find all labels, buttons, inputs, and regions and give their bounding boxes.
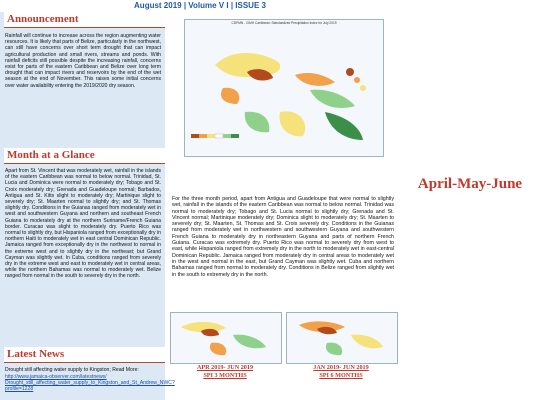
spi-6-month-map (286, 312, 398, 364)
caption-spi-3-line2: SPI 3 MONTHS (203, 372, 247, 379)
left-sidebar (0, 12, 175, 400)
map-top-title: CDPMN - CIMH Caribbean: Standardized Precipitation Index for July 2019 (231, 21, 337, 25)
month-at-a-glance-text: Apart from St. Vincent that was moderately wet, rainfall in the islands of the eastern Caribbean was normal to below normal. Trinidad, St. Lucia and Dominica were normal to moderately dry; Tobago and St. Croix moderately dry; Grenada and Guadeloupe normal; Barbados, Antigua and St. Kitts slight to moderately dry; Martinique slight to severely dry; St. Maarten normal to slightly dry; and St. Thomas slightly dry. Conditions in the Guianas ranged from moderately wet in west and southwestern Guyana and northern and southeast French Guiana to moderately dry at the northern Suriname/French Guiana border. Curacao was slight to moderately dry. Puerto Rico was normal to slightly dry, but Hispaniola ranged from exceptionally dry in northern Haiti to moderately wet in east central Dominican Republic. Jamaica ranged from exceptionally dry in the northwest to normal in the extreme west and to slightly dry in the northeast; but Grand Cayman was slightly wet. In Cuba, conditions ranged from severely dry in the extreme west and east to moderately wet in central areas, while the northern Bahamas was normal to moderately wet. Belize ranged from normal in the south to severely dry in the north. (5, 168, 161, 280)
spi-3-month-map (170, 312, 282, 364)
precipitation-map-top (184, 19, 384, 157)
caption-spi-6-line2: SPI 6 MONTHS (319, 372, 363, 379)
map-top-graphic (185, 20, 383, 156)
april-may-june-text: For the three month period, apart from Antigua and Guadeloupe that were normal to slightly wet, rainfall in the islands of the eastern Caribbean was normal to below normal. Trinidad was normal to moderately dry; Tobago and St. Lucia normal to slightly dry; Grenada and St. Vincent normal; Martinique moderately dry; Dominica slight to moderately dry; St. Maarten to severely dry; St. Maarten, St. Thomas and St. Croix severely dry. Conditions in the Guianas ranged from moderately wet in northwestern and southwestern Guyana and southwestern French Guiana to moderately dry in northeastern Guyana and parts of northern French Guiana. Curacao was extremely dry. Puerto Rico was normal to severely dry from west to east, while Hispaniola ranged from extremely dry in the north to moderately wet in east-central Dominican Republic. Jamaica ranged from moderately dry in central areas to moderately wet in the west and normal in the east, but Grand Cayman was slightly wet. Cuba and northern Bahamas ranged from normal to moderately dry. Conditions in Belize ranged from slightly wet in the south to extremely dry in the north. (172, 196, 394, 278)
issue-line: August 2019 | Volume V I | ISSUE 3 (134, 1, 266, 10)
latest-news-text: Drought still affecting water supply to Kingston; Read More: (5, 367, 139, 373)
spi-6-month-graphic (287, 313, 397, 363)
latest-news-heading: Latest News (4, 347, 165, 363)
month-at-a-glance-heading: Month at a Glance (4, 148, 165, 164)
latest-news-link[interactable]: http://www.jamaica-observer.com/latestnews/ Drought_still_affecting_water_supply_to_Kingston_and_St_Andrew_NWC?profile=1228 (5, 374, 175, 393)
spi-3-month-graphic (171, 313, 281, 363)
issue-header-bar (0, 0, 400, 11)
announcement-text: Rainfall will continue to increase across the region augmenting water resources. It is likely that parts of Belize, particularly in the northwest, can still have concerns over short term drought that can impact agricultural production and small rivers, streams and ponds. With rainfall deficits still possible despite the increasing rainfall, concerns exist for parts of the eastern Caribbean and Belize over long term drought that can impact rivers and reservoirs by the end of the wet season at the end of November. This raises some initial concerns over water availability entering the 2019/2020 dry season. (5, 33, 161, 89)
caption-spi-3-line1: APR 2019- JUN 2019 (196, 364, 254, 371)
caption-spi-6-line1: JAN 2019- JUN 2019 (313, 364, 369, 371)
right-content (168, 12, 523, 400)
april-may-june-title: April-May-June (417, 176, 523, 192)
announcement-heading: Announcement (4, 12, 165, 28)
